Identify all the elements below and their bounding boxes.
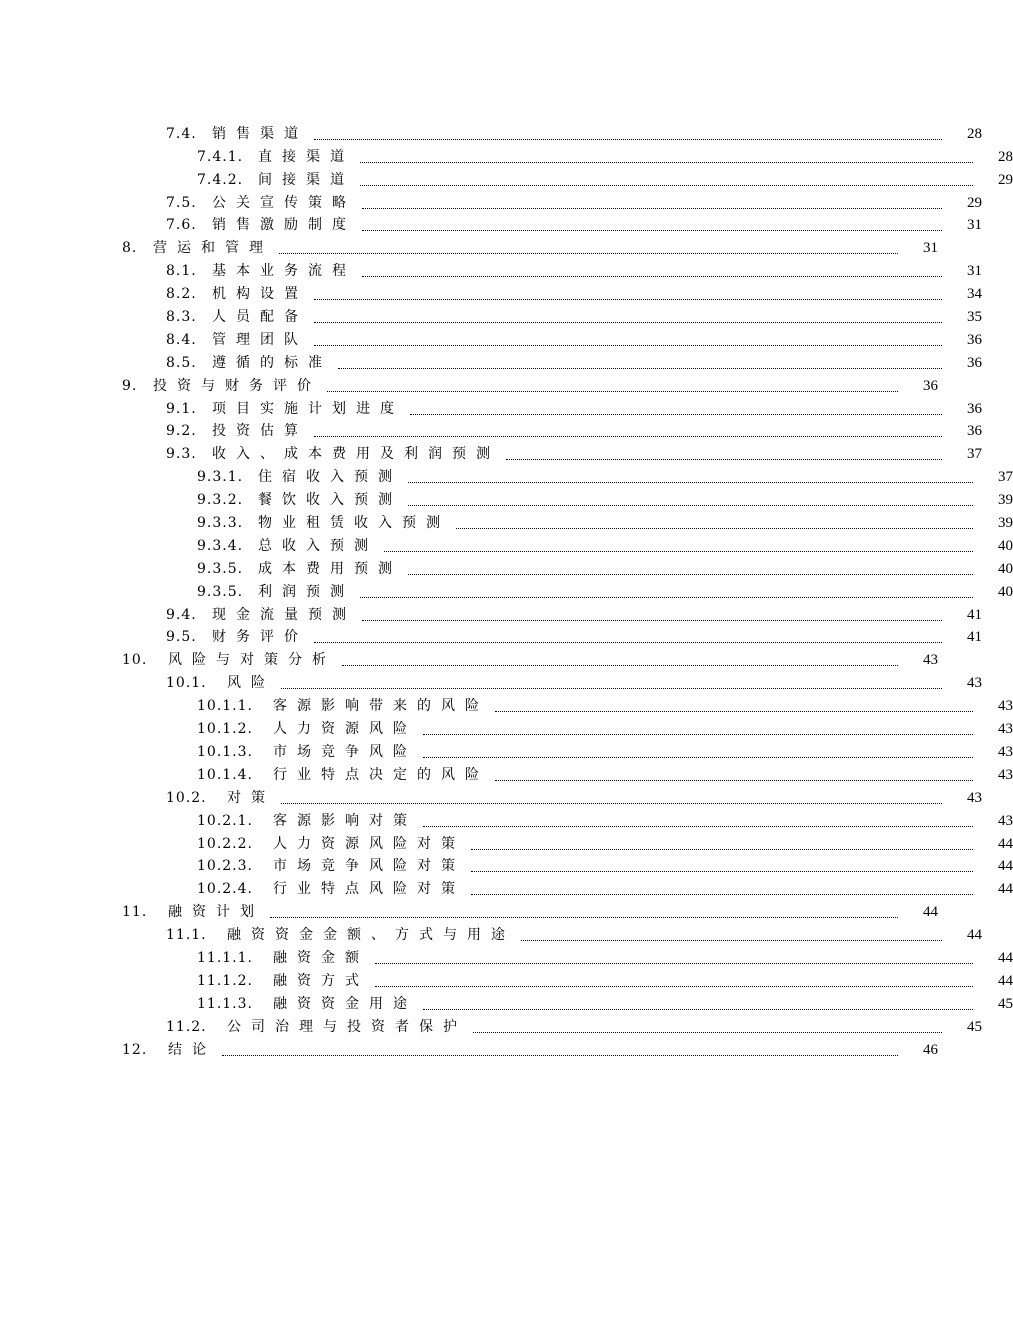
toc-entry-title: 行业特点决定的风险: [273, 766, 489, 783]
toc-entry-title: 市场竞争风险对策: [273, 858, 465, 875]
toc-leader-dots: [281, 803, 942, 804]
toc-entry-number: 8.1.: [166, 263, 197, 280]
toc-entry[interactable]: [0, 212, 982, 235]
toc-leader-dots: [408, 574, 973, 575]
toc-entry-title: 融资资金用途: [273, 995, 417, 1012]
toc-entry[interactable]: [0, 784, 982, 807]
toc-entry-number: 11.1.: [166, 927, 207, 944]
toc-entry-number: 8.4.: [166, 331, 197, 348]
toc-leader-dots: [471, 871, 973, 872]
toc-entry-title: 市场竞争风险: [273, 743, 417, 760]
toc-entry-number: 9.3.5.: [197, 583, 244, 600]
toc-entry-title: 项目实施计划进度: [212, 400, 404, 417]
toc-entry-page-number: 36: [967, 400, 982, 417]
toc-entry-number: 9.3.4.: [197, 537, 244, 554]
toc-entry[interactable]: [0, 418, 982, 441]
toc-entry-number: 10.2.: [166, 789, 207, 806]
toc-entry-title: 基本业务流程: [212, 263, 356, 280]
toc-entry-page-number: 36: [967, 423, 982, 440]
toc-leader-dots: [362, 620, 942, 621]
toc-entry-title: 人力资源风险: [273, 721, 417, 738]
toc-leader-dots: [423, 757, 973, 758]
toc-leader-dots: [456, 528, 973, 529]
toc-entry-number: 10.2.4.: [197, 881, 253, 898]
toc-entry[interactable]: [0, 234, 938, 257]
toc-entry[interactable]: [0, 601, 982, 624]
toc-entry-title: 客源影响带来的风险: [273, 698, 489, 715]
toc-entry-number: 9.3.5.: [197, 560, 244, 577]
table-of-contents: [0, 120, 1013, 1059]
toc-entry-page-number: 31: [967, 263, 982, 280]
toc-entry-title: 财务评价: [212, 629, 308, 646]
toc-entry-title: 现金流量预测: [212, 606, 356, 623]
toc-entry-number: 12.: [122, 1041, 148, 1058]
toc-entry[interactable]: [0, 120, 982, 143]
toc-entry-title: 行业特点风险对策: [273, 881, 465, 898]
toc-leader-dots: [360, 597, 973, 598]
toc-entry[interactable]: [0, 509, 1013, 532]
toc-entry-page-number: 43: [998, 698, 1013, 715]
toc-entry-title: 餐饮收入预测: [258, 492, 402, 509]
toc-entry-page-number: 45: [998, 995, 1013, 1012]
toc-entry-number: 11.2.: [166, 1018, 207, 1035]
toc-entry-number: 7.6.: [166, 217, 197, 234]
toc-leader-dots: [495, 711, 973, 712]
toc-entry-number: 10.: [122, 652, 148, 669]
toc-entry-number: 8.2.: [166, 286, 197, 303]
toc-entry-title: 公关宣传策略: [212, 194, 356, 211]
toc-entry-number: 7.4.2.: [197, 171, 244, 188]
toc-entry-number: 9.3.: [166, 446, 197, 463]
toc-entry-page-number: 44: [967, 927, 982, 944]
toc-entry-title: 成本费用预测: [258, 560, 402, 577]
toc-entry-number: 9.3.3.: [197, 515, 244, 532]
toc-entry-page-number: 40: [998, 583, 1013, 600]
toc-entry-title: 风险: [227, 675, 275, 692]
toc-entry-number: 9.1.: [166, 400, 197, 417]
toc-entry[interactable]: [0, 990, 1013, 1013]
toc-entry-page-number: 34: [967, 286, 982, 303]
toc-entry[interactable]: [0, 532, 1013, 555]
toc-entry[interactable]: [0, 372, 938, 395]
toc-entry-number: 8.5.: [166, 354, 197, 371]
toc-leader-dots: [362, 230, 942, 231]
toc-leader-dots: [423, 1009, 973, 1010]
toc-entry[interactable]: [0, 669, 982, 692]
toc-entry-page-number: 45: [967, 1018, 982, 1035]
toc-entry[interactable]: [0, 807, 1013, 830]
toc-entry[interactable]: [0, 830, 1013, 853]
toc-entry-number: 11.1.2.: [197, 972, 253, 989]
toc-entry-number: 9.: [122, 377, 138, 394]
toc-entry-page-number: 36: [923, 377, 938, 394]
toc-entry-page-number: 35: [967, 309, 982, 326]
toc-leader-dots: [314, 436, 942, 437]
toc-entry[interactable]: [0, 257, 982, 280]
toc-entry-title: 收入、成本费用及利润预测: [212, 446, 500, 463]
toc-entry-number: 10.1.: [166, 675, 207, 692]
toc-leader-dots: [342, 665, 898, 666]
toc-entry-number: 9.3.1.: [197, 469, 244, 486]
toc-leader-dots: [423, 734, 973, 735]
toc-entry-title: 利润预测: [258, 583, 354, 600]
toc-entry-page-number: 39: [998, 492, 1013, 509]
toc-leader-dots: [506, 459, 942, 460]
toc-leader-dots: [423, 826, 973, 827]
toc-entry-number: 11.: [122, 904, 148, 921]
toc-leader-dots: [270, 917, 898, 918]
toc-entry[interactable]: [0, 898, 938, 921]
toc-entry-page-number: 29: [967, 194, 982, 211]
toc-entry-title: 遵循的标准: [212, 354, 332, 371]
toc-entry-number: 10.1.4.: [197, 766, 253, 783]
toc-entry-page-number: 44: [998, 972, 1013, 989]
toc-entry-page-number: 44: [998, 881, 1013, 898]
toc-entry-title: 销售激励制度: [212, 217, 356, 234]
toc-entry-page-number: 41: [967, 629, 982, 646]
toc-entry[interactable]: [0, 1013, 982, 1036]
toc-entry[interactable]: [0, 967, 1013, 990]
toc-leader-dots: [222, 1055, 898, 1056]
toc-entry-number: 9.3.2.: [197, 492, 244, 509]
toc-entry-number: 10.2.3.: [197, 858, 253, 875]
toc-entry-number: 8.: [122, 240, 138, 257]
toc-entry-number: 7.4.1.: [197, 148, 244, 165]
toc-entry[interactable]: [0, 555, 1013, 578]
toc-entry[interactable]: [0, 349, 982, 372]
toc-leader-dots: [314, 642, 942, 643]
toc-entry[interactable]: [0, 143, 1013, 166]
toc-entry[interactable]: [0, 853, 1013, 876]
toc-entry[interactable]: [0, 921, 982, 944]
toc-entry-page-number: 36: [967, 331, 982, 348]
toc-entry-title: 融资资金金额、方式与用途: [227, 927, 515, 944]
toc-leader-dots: [471, 849, 973, 850]
toc-leader-dots: [384, 551, 973, 552]
toc-entry-number: 10.1.1.: [197, 698, 253, 715]
toc-entry-title: 间接渠道: [258, 171, 354, 188]
toc-entry-page-number: 44: [998, 835, 1013, 852]
toc-leader-dots: [375, 986, 973, 987]
toc-entry-page-number: 46: [923, 1041, 938, 1058]
toc-entry-title: 营运和管理: [153, 240, 273, 257]
toc-entry-number: 8.3.: [166, 309, 197, 326]
toc-entry-title: 公司治理与投资者保护: [227, 1018, 467, 1035]
toc-entry-title: 管理团队: [212, 331, 308, 348]
toc-entry-title: 客源影响对策: [273, 812, 417, 829]
toc-entry-number: 9.2.: [166, 423, 197, 440]
toc-leader-dots: [338, 368, 942, 369]
toc-entry-page-number: 43: [998, 743, 1013, 760]
toc-entry-title: 融资计划: [168, 904, 264, 921]
toc-leader-dots: [314, 299, 942, 300]
toc-entry[interactable]: [0, 440, 982, 463]
toc-entry[interactable]: [0, 738, 1013, 761]
toc-entry[interactable]: [0, 303, 982, 326]
toc-entry-page-number: 43: [998, 766, 1013, 783]
toc-entry-page-number: 43: [967, 675, 982, 692]
toc-entry-title: 总收入预测: [258, 537, 378, 554]
toc-entry[interactable]: [0, 166, 1013, 189]
toc-entry-page-number: 36: [967, 354, 982, 371]
toc-entry[interactable]: [0, 875, 1013, 898]
toc-entry[interactable]: [0, 280, 982, 303]
toc-entry-title: 风险与对策分析: [168, 652, 336, 669]
toc-leader-dots: [408, 482, 973, 483]
toc-entry-number: 10.1.2.: [197, 721, 253, 738]
toc-entry-title: 投资估算: [212, 423, 308, 440]
toc-entry-title: 直接渠道: [258, 148, 354, 165]
toc-entry[interactable]: [0, 486, 1013, 509]
toc-entry-page-number: 43: [923, 652, 938, 669]
toc-leader-dots: [362, 276, 942, 277]
toc-entry-page-number: 28: [967, 125, 982, 142]
toc-entry-number: 7.4.: [166, 125, 197, 142]
toc-leader-dots: [471, 894, 973, 895]
toc-entry-page-number: 39: [998, 515, 1013, 532]
toc-entry-page-number: 31: [923, 240, 938, 257]
toc-leader-dots: [314, 322, 942, 323]
toc-entry-title: 物业租赁收入预测: [258, 515, 450, 532]
toc-entry-number: 7.5.: [166, 194, 197, 211]
toc-entry-page-number: 44: [998, 858, 1013, 875]
toc-leader-dots: [314, 345, 942, 346]
toc-entry-page-number: 31: [967, 217, 982, 234]
toc-entry-title: 销售渠道: [212, 125, 308, 142]
toc-entry-page-number: 40: [998, 560, 1013, 577]
toc-entry[interactable]: [0, 715, 1013, 738]
toc-leader-dots: [473, 1032, 942, 1033]
toc-entry-title: 人力资源风险对策: [273, 835, 465, 852]
toc-leader-dots: [360, 162, 973, 163]
toc-entry-title: 对策: [227, 789, 275, 806]
toc-entry-page-number: 44: [998, 949, 1013, 966]
toc-leader-dots: [375, 963, 973, 964]
toc-entry-page-number: 40: [998, 537, 1013, 554]
toc-entry-page-number: 44: [923, 904, 938, 921]
toc-entry[interactable]: [0, 326, 982, 349]
toc-entry-title: 住宿收入预测: [258, 469, 402, 486]
toc-entry-page-number: 43: [998, 812, 1013, 829]
toc-entry[interactable]: [0, 578, 1013, 601]
toc-leader-dots: [410, 414, 942, 415]
toc-leader-dots: [408, 505, 973, 506]
toc-entry[interactable]: [0, 1036, 938, 1059]
toc-leader-dots: [281, 688, 942, 689]
toc-entry-title: 人员配备: [212, 309, 308, 326]
toc-leader-dots: [314, 139, 942, 140]
toc-entry-page-number: 43: [998, 721, 1013, 738]
toc-entry-number: 9.5.: [166, 629, 197, 646]
toc-entry-title: 结论: [168, 1041, 216, 1058]
toc-leader-dots: [521, 940, 942, 941]
toc-entry-number: 11.1.1.: [197, 949, 253, 966]
toc-entry[interactable]: [0, 189, 982, 212]
toc-entry-number: 9.4.: [166, 606, 197, 623]
toc-entry[interactable]: [0, 944, 1013, 967]
toc-entry[interactable]: [0, 646, 938, 669]
toc-entry-page-number: 37: [967, 446, 982, 463]
toc-entry-title: 融资方式: [273, 972, 369, 989]
toc-leader-dots: [362, 208, 942, 209]
toc-leader-dots: [495, 780, 973, 781]
toc-entry-page-number: 29: [998, 171, 1013, 188]
toc-leader-dots: [279, 253, 898, 254]
toc-entry-number: 10.1.3.: [197, 743, 253, 760]
toc-entry[interactable]: [0, 692, 1013, 715]
toc-entry-title: 投资与财务评价: [153, 377, 321, 394]
toc-entry[interactable]: [0, 761, 1013, 784]
toc-entry-page-number: 37: [998, 469, 1013, 486]
toc-entry-title: 融资金额: [273, 949, 369, 966]
toc-entry-number: 11.1.3.: [197, 995, 253, 1012]
toc-entry-page-number: 41: [967, 606, 982, 623]
toc-entry-number: 10.2.2.: [197, 835, 253, 852]
toc-leader-dots: [327, 391, 898, 392]
toc-entry-page-number: 28: [998, 148, 1013, 165]
toc-entry[interactable]: [0, 395, 982, 418]
toc-leader-dots: [360, 185, 973, 186]
toc-entry[interactable]: [0, 463, 1013, 486]
toc-entry-page-number: 43: [967, 789, 982, 806]
toc-entry-title: 机构设置: [212, 286, 308, 303]
toc-entry[interactable]: [0, 624, 982, 647]
toc-entry-number: 10.2.1.: [197, 812, 253, 829]
